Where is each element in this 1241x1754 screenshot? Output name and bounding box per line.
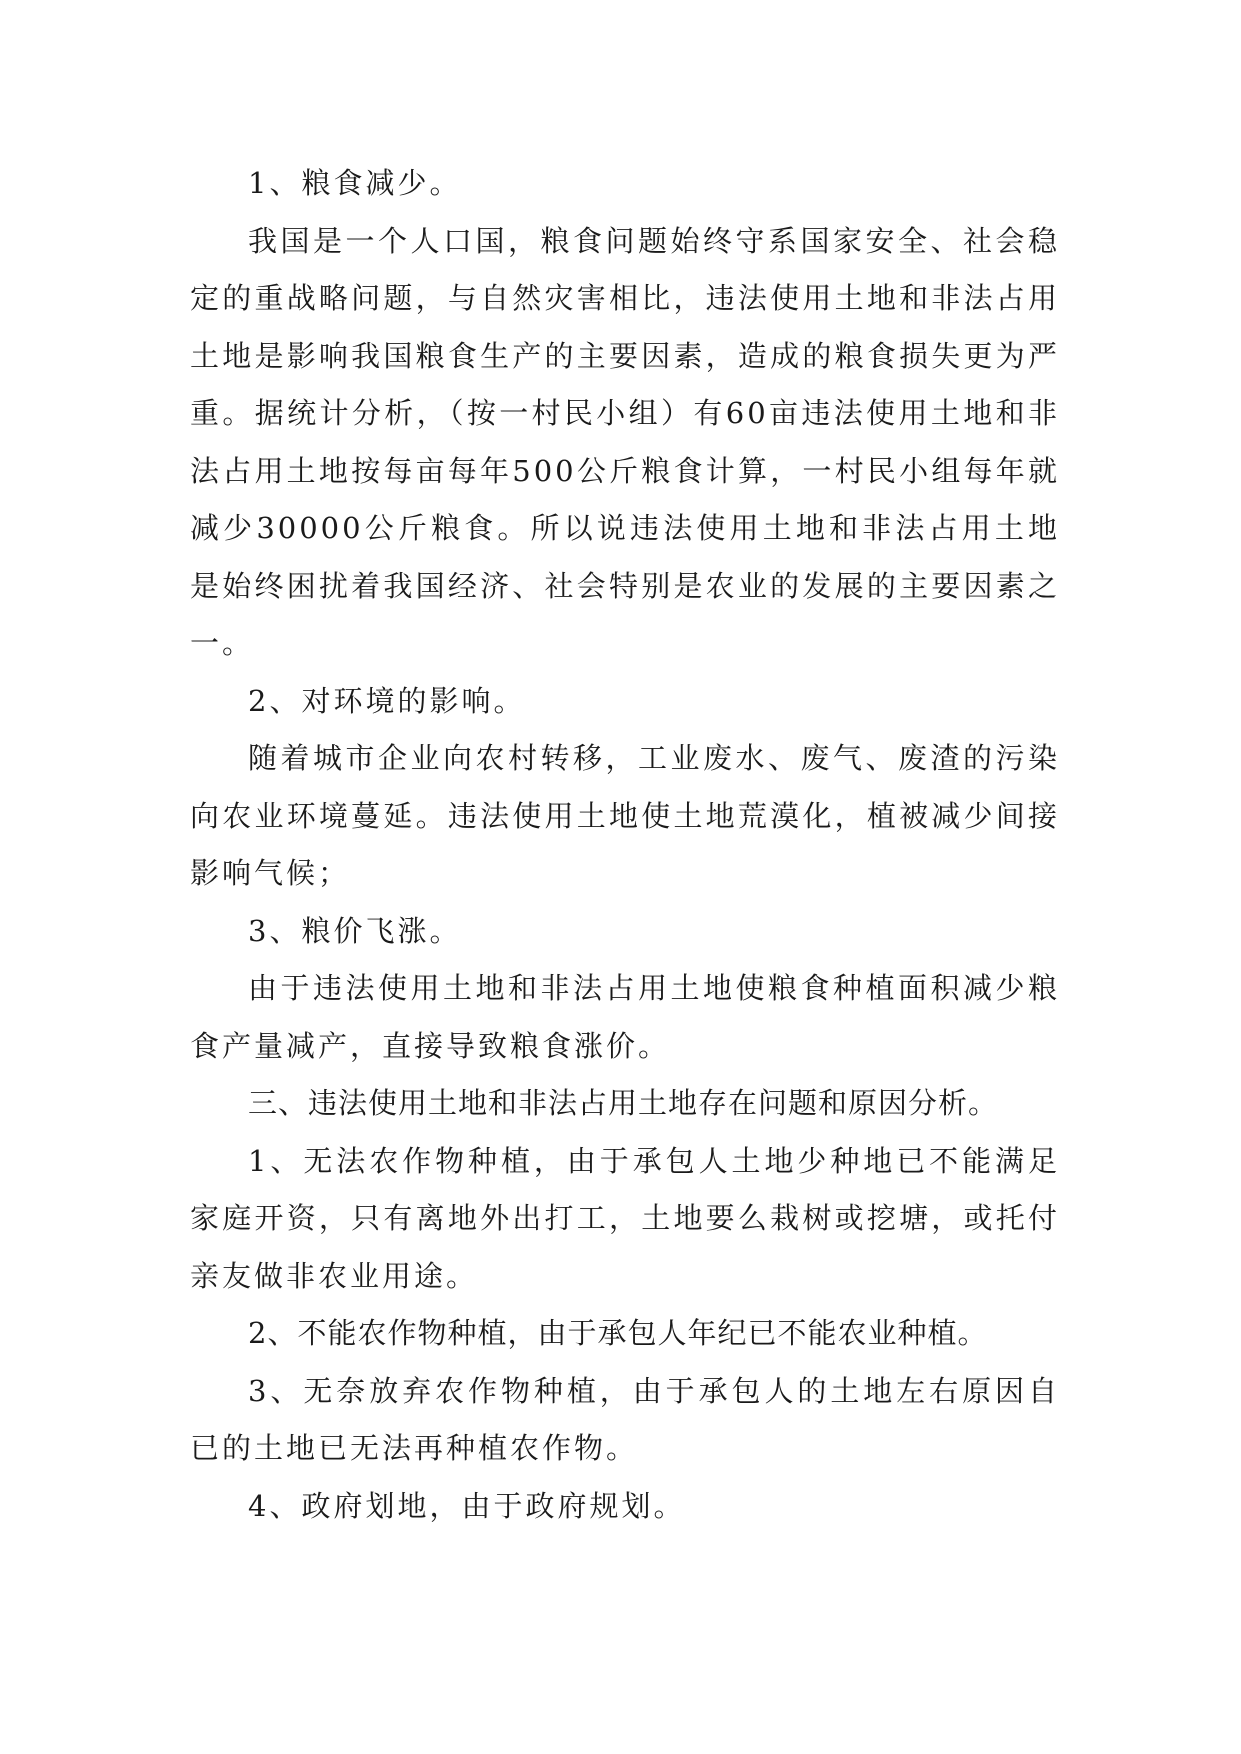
paragraph-cause-two: 2、不能农作物种植，由于承包人年纪已不能农业种植。: [248, 1316, 988, 1350]
paragraph-section-three-heading: 三、违法使用土地和非法占用土地存在问题和原因分析。: [248, 1086, 999, 1120]
document-body: [190, 155, 1060, 1535]
paragraph-grain-price-heading: 3、粮价飞涨。: [248, 913, 462, 948]
paragraph-environment-body: 随着城市企业向农村转移，工业废水、废气、废渣的污染向农业环境蔓延。违法使用土地使土地荒漠化，植被减少间接影响气候；: [190, 741, 1060, 890]
paragraph-cause-four: 4、政府划地，由于政府规划。: [248, 1488, 686, 1523]
paragraph-environment-heading: 2、对环境的影响。: [248, 683, 526, 718]
paragraph-cause-three: 3、无奈放弃农作物种植，由于承包人的土地左右原因自已的土地已无法再种植农作物。: [190, 1373, 1060, 1465]
paragraph-grain-price-body: 由于违法使用土地和非法占用土地使粮食种植面积减少粮食产量减产，直接导致粮食涨价。: [190, 971, 1060, 1063]
paragraph-grain-reduction-heading: 1、粮食减少。: [248, 166, 462, 200]
paragraph-cause-one: 1、无法农作物种植，由于承包人土地少种地已不能满足家庭开资，只有离地外出打工，土地要么栽树或挖塘，或托付亲友做非农业用途。: [190, 1143, 1060, 1293]
paragraph-grain-reduction-body: 我国是一个人口国，粮食问题始终守系国家安全、社会稳定的重战略问题，与自然灾害相比，违法使用土地和非法占用土地是影响我国粮食生产的主要因素，造成的粮食损失更为严重。据统计分析，（按一村民小组）有60亩违法使用土地和非法占用土地按每亩每年500公斤粮食计算，一村民小组每年就减少30000公斤粮食。所以说违法使用土地和非法占用土地是始终困扰着我国经济、社会特别是农业的发展的主要因素之一。: [190, 223, 1060, 660]
